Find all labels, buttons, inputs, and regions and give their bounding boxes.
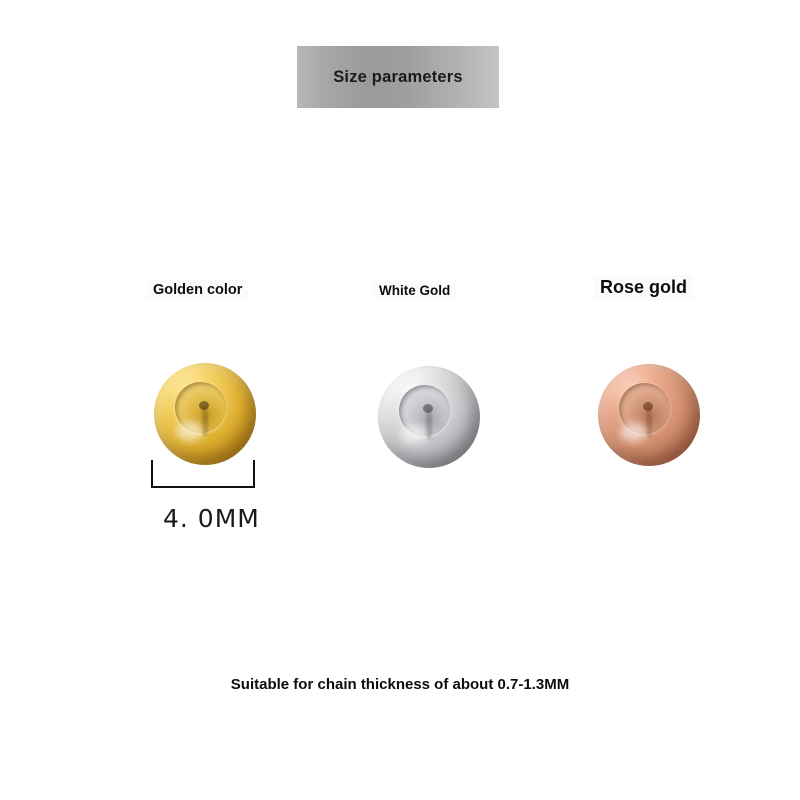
- rose-gold-bead-image: [598, 364, 700, 466]
- banner-title: Size parameters: [333, 67, 463, 86]
- golden-bead-image: [154, 363, 256, 465]
- bead-groove: [202, 406, 207, 437]
- label-rose-gold: [594, 275, 693, 300]
- dimension-tick-left: [151, 460, 153, 488]
- bead-hole: [643, 402, 653, 411]
- white-gold-bead-image: [378, 366, 480, 468]
- label-golden-color: [147, 280, 248, 300]
- bead-hole: [423, 404, 433, 413]
- dimension-value: 4. 0MM: [163, 504, 260, 533]
- label-golden-color-text: Golden color: [147, 280, 248, 300]
- bead-highlight: [400, 425, 427, 443]
- bead-highlight: [620, 423, 647, 441]
- label-white-gold: [373, 281, 456, 300]
- bead-highlight: [176, 422, 203, 440]
- bead-groove: [646, 407, 651, 438]
- bead-groove: [426, 409, 431, 440]
- label-white-gold-text: White Gold: [373, 281, 456, 300]
- dimension-tick-right: [253, 460, 255, 488]
- size-parameters-banner: [297, 46, 499, 108]
- bead-hole: [199, 401, 209, 410]
- footer-note: Suitable for chain thickness of about 0.7-1.3MM: [230, 676, 570, 693]
- dimension-bar: [151, 486, 255, 488]
- label-rose-gold-text: Rose gold: [594, 275, 693, 300]
- dimension-line: [151, 460, 255, 494]
